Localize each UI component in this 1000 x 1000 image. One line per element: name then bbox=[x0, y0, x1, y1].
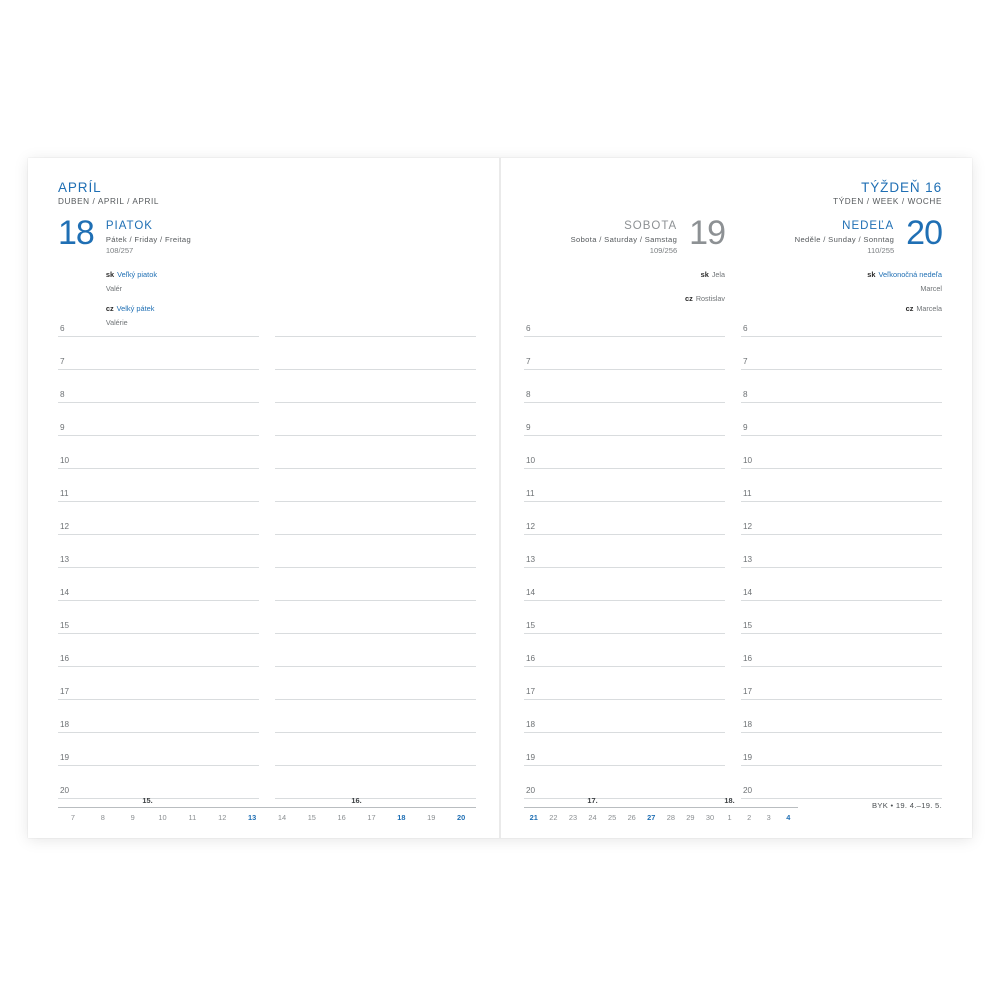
saturday-day-meta bbox=[571, 218, 690, 255]
hour-label: 19 bbox=[60, 753, 70, 762]
hour-label: 8 bbox=[743, 390, 748, 399]
sunday-day-name: NEDEĽA bbox=[842, 220, 895, 232]
hour-row[interactable] bbox=[741, 304, 942, 337]
footer-day[interactable]: 20 bbox=[456, 813, 466, 822]
right-page-header bbox=[524, 180, 942, 206]
hour-row[interactable] bbox=[741, 337, 942, 370]
week-label-17: 17. bbox=[524, 796, 661, 808]
hour-row[interactable] bbox=[58, 502, 259, 535]
saturday-day-name: SOBOTA bbox=[624, 220, 678, 232]
month-name-translations: DUBEN / APRIL / APRIL bbox=[58, 197, 160, 206]
friday-hour-grid bbox=[58, 304, 476, 799]
nameday-name: Jela bbox=[711, 270, 725, 279]
hour-label: 20 bbox=[60, 786, 70, 795]
footer-day[interactable]: 3 bbox=[766, 813, 771, 822]
hour-row[interactable] bbox=[524, 502, 725, 535]
hour-row[interactable] bbox=[741, 766, 942, 799]
hour-row[interactable] bbox=[524, 403, 725, 436]
footer-day[interactable]: 1 bbox=[727, 813, 732, 822]
nameday-name: Valér bbox=[105, 284, 123, 293]
hour-label: 17 bbox=[60, 687, 70, 696]
left-page-header bbox=[58, 180, 476, 206]
hour-row[interactable] bbox=[524, 304, 725, 337]
footer-day[interactable]: 10 bbox=[158, 813, 167, 822]
nameday-holiday: Veľkonočná nedeľa bbox=[878, 270, 942, 279]
hour-row[interactable] bbox=[524, 568, 725, 601]
footer-day[interactable]: 15 bbox=[307, 813, 316, 822]
saturday-day-header bbox=[524, 214, 725, 255]
footer-day[interactable]: 13 bbox=[247, 813, 257, 822]
hour-row[interactable] bbox=[524, 667, 725, 700]
right-footer-top bbox=[524, 796, 942, 810]
hour-row[interactable] bbox=[275, 700, 476, 733]
hour-row[interactable] bbox=[275, 535, 476, 568]
hour-row[interactable] bbox=[58, 634, 259, 667]
hour-label: 13 bbox=[60, 555, 70, 564]
hour-row[interactable] bbox=[741, 436, 942, 469]
week-number-translations: TÝDEN / WEEK / WOCHE bbox=[833, 197, 942, 206]
hour-row[interactable] bbox=[524, 733, 725, 766]
hour-row[interactable] bbox=[741, 568, 942, 601]
hour-row[interactable] bbox=[58, 436, 259, 469]
nameday-holiday: Veľký piatok bbox=[117, 270, 158, 279]
hour-row[interactable] bbox=[524, 436, 725, 469]
hour-label: 12 bbox=[60, 522, 70, 531]
hour-label: 16 bbox=[60, 654, 70, 663]
hour-label: 8 bbox=[60, 390, 65, 399]
sunday-day-of-year: 110/255 bbox=[867, 246, 895, 255]
left-footer-calendar bbox=[58, 796, 476, 822]
sunday-hour-column[interactable] bbox=[741, 304, 942, 799]
footer-day[interactable]: 28 bbox=[666, 813, 675, 822]
hour-row[interactable] bbox=[741, 469, 942, 502]
hour-row[interactable] bbox=[275, 502, 476, 535]
hour-row[interactable] bbox=[58, 535, 259, 568]
hour-label: 17 bbox=[743, 687, 753, 696]
hour-row[interactable] bbox=[275, 601, 476, 634]
footer-day[interactable]: 2 bbox=[747, 813, 752, 822]
hour-label: 11 bbox=[60, 489, 69, 498]
hour-row[interactable] bbox=[58, 304, 259, 337]
saturday-day-number: 19 bbox=[689, 214, 725, 252]
hour-label: 6 bbox=[60, 324, 65, 333]
nameday-entry bbox=[524, 263, 725, 283]
hour-label: 15 bbox=[526, 621, 536, 630]
hour-row[interactable] bbox=[524, 535, 725, 568]
hour-label: 20 bbox=[526, 786, 536, 795]
hour-row[interactable] bbox=[275, 667, 476, 700]
hour-label: 17 bbox=[526, 687, 536, 696]
footer-day[interactable]: 21 bbox=[529, 813, 538, 822]
footer-day[interactable]: 27 bbox=[647, 813, 656, 822]
hour-label: 9 bbox=[743, 423, 748, 432]
sunday-day-name-translations: Neděle / Sunday / Sonntag bbox=[794, 235, 895, 244]
friday-day-number: 18 bbox=[58, 214, 94, 252]
hour-row[interactable] bbox=[741, 700, 942, 733]
hour-row[interactable] bbox=[741, 667, 942, 700]
nameday-name: Marcela bbox=[916, 304, 942, 313]
hour-row[interactable] bbox=[58, 667, 259, 700]
right-footer-week-labels bbox=[524, 796, 798, 808]
hour-row[interactable] bbox=[58, 370, 259, 403]
hour-row[interactable] bbox=[741, 733, 942, 766]
hour-row[interactable] bbox=[58, 733, 259, 766]
nameday-lang-code: sk bbox=[700, 270, 709, 279]
footer-day[interactable]: 24 bbox=[588, 813, 597, 822]
hour-row[interactable] bbox=[275, 733, 476, 766]
hour-row[interactable] bbox=[58, 700, 259, 733]
hour-row[interactable] bbox=[58, 766, 259, 799]
hour-label: 20 bbox=[743, 786, 753, 795]
saturday-hour-column[interactable] bbox=[524, 304, 725, 799]
hour-row[interactable] bbox=[275, 370, 476, 403]
hour-label: 7 bbox=[60, 357, 65, 366]
week-number: TÝŽDEŇ 16 bbox=[861, 180, 942, 195]
hour-label: 18 bbox=[743, 720, 753, 729]
hour-label: 16 bbox=[526, 654, 536, 663]
footer-day[interactable]: 4 bbox=[786, 813, 791, 822]
nameday-name: Valérie bbox=[105, 318, 128, 327]
hour-label: 8 bbox=[526, 390, 531, 399]
book-spine bbox=[499, 158, 501, 838]
hour-row[interactable] bbox=[741, 634, 942, 667]
sunday-day-header bbox=[741, 214, 942, 255]
friday-hour-column-left[interactable] bbox=[58, 304, 259, 799]
nameday-entry bbox=[741, 263, 942, 293]
hour-row[interactable] bbox=[275, 337, 476, 370]
nameday-lang-code: cz bbox=[685, 294, 693, 303]
nameday-lang-code: cz bbox=[905, 304, 914, 313]
hour-row[interactable] bbox=[275, 634, 476, 667]
hour-row[interactable] bbox=[741, 502, 942, 535]
sunday-day-meta bbox=[795, 218, 907, 255]
hour-label: 6 bbox=[526, 324, 531, 333]
nameday-name: Rostislav bbox=[695, 294, 725, 303]
hour-label: 6 bbox=[743, 324, 748, 333]
left-footer-week-labels bbox=[58, 796, 476, 808]
hour-label: 19 bbox=[526, 753, 536, 762]
footer-day[interactable]: 18 bbox=[397, 813, 406, 822]
hour-label: 18 bbox=[526, 720, 536, 729]
footer-day[interactable]: 19 bbox=[427, 813, 436, 822]
friday-day-of-year: 108/257 bbox=[105, 246, 134, 255]
hour-row[interactable] bbox=[524, 766, 725, 799]
nameday-lang-code: sk bbox=[105, 270, 115, 279]
hour-row[interactable] bbox=[741, 535, 942, 568]
hour-label: 10 bbox=[60, 456, 70, 465]
hour-row[interactable] bbox=[741, 403, 942, 436]
footer-day[interactable]: 30 bbox=[705, 813, 715, 822]
hour-label: 13 bbox=[743, 555, 753, 564]
week-label-15: 15. bbox=[58, 796, 237, 808]
hour-row[interactable] bbox=[524, 634, 725, 667]
friday-notes-column-right[interactable] bbox=[275, 304, 476, 799]
hour-label: 15 bbox=[60, 621, 70, 630]
hour-row[interactable] bbox=[741, 601, 942, 634]
footer-day[interactable]: 8 bbox=[100, 813, 105, 822]
footer-day[interactable]: 25 bbox=[607, 813, 617, 822]
footer-day[interactable]: 12 bbox=[218, 813, 227, 822]
weekend-hour-grid bbox=[524, 304, 942, 799]
week-label-16: 16. bbox=[237, 796, 476, 808]
footer-day[interactable]: 22 bbox=[549, 813, 558, 822]
sunday-day-number: 20 bbox=[906, 214, 942, 252]
hour-label: 11 bbox=[526, 489, 535, 498]
saturday-day-of-year: 109/256 bbox=[649, 246, 678, 255]
hour-label: 10 bbox=[526, 456, 536, 465]
hour-row[interactable] bbox=[275, 304, 476, 337]
saturday-nameday-list bbox=[524, 263, 725, 307]
right-footer-day-numbers[interactable] bbox=[524, 810, 798, 822]
hour-row[interactable] bbox=[524, 337, 725, 370]
hour-label: 7 bbox=[743, 357, 748, 366]
friday-day-name-translations: Pátek / Friday / Freitag bbox=[105, 235, 192, 244]
hour-label: 12 bbox=[743, 522, 753, 531]
hour-row[interactable] bbox=[524, 700, 725, 733]
hour-label: 11 bbox=[743, 489, 752, 498]
hour-label: 7 bbox=[526, 357, 531, 366]
nameday-lang-code: cz bbox=[105, 304, 114, 313]
hour-label: 10 bbox=[743, 456, 753, 465]
hour-row[interactable] bbox=[275, 403, 476, 436]
hour-row[interactable] bbox=[275, 436, 476, 469]
saturday-day-name-translations: Sobota / Saturday / Samstag bbox=[570, 235, 678, 244]
hour-row[interactable] bbox=[524, 370, 725, 403]
footer-day[interactable]: 17 bbox=[367, 813, 376, 822]
hour-label: 15 bbox=[743, 621, 753, 630]
diary-spread bbox=[28, 158, 972, 838]
nameday-name: Marcel bbox=[920, 284, 942, 293]
footer-day[interactable]: 26 bbox=[627, 813, 636, 822]
hour-label: 19 bbox=[743, 753, 753, 762]
hour-label: 14 bbox=[60, 588, 70, 597]
hour-label: 13 bbox=[526, 555, 536, 564]
footer-day[interactable]: 16 bbox=[337, 813, 346, 822]
nameday-entry bbox=[106, 263, 191, 293]
zodiac-note: BYK • 19. 4.–19. 5. bbox=[872, 801, 942, 810]
footer-day[interactable]: 7 bbox=[70, 813, 75, 822]
hour-row[interactable] bbox=[58, 337, 259, 370]
month-name: APRÍL bbox=[58, 180, 102, 195]
week-label-18: 18. bbox=[661, 796, 798, 808]
hour-row[interactable] bbox=[275, 766, 476, 799]
friday-day-name: PIATOK bbox=[105, 220, 153, 232]
nameday-holiday: Velký pátek bbox=[116, 304, 155, 313]
hour-row[interactable] bbox=[58, 403, 259, 436]
hour-label: 14 bbox=[526, 588, 536, 597]
footer-day[interactable]: 23 bbox=[568, 813, 578, 822]
hour-label: 14 bbox=[743, 588, 753, 597]
hour-row[interactable] bbox=[58, 469, 259, 502]
hour-label: 9 bbox=[526, 423, 531, 432]
hour-row[interactable] bbox=[275, 469, 476, 502]
hour-label: 9 bbox=[60, 423, 65, 432]
hour-label: 18 bbox=[60, 720, 70, 729]
hour-label: 16 bbox=[743, 654, 753, 663]
diary-right-page bbox=[500, 158, 972, 838]
footer-day[interactable]: 9 bbox=[130, 813, 135, 822]
diary-left-page bbox=[28, 158, 500, 838]
hour-label: 12 bbox=[526, 522, 536, 531]
hour-row[interactable] bbox=[741, 370, 942, 403]
hour-row[interactable] bbox=[524, 469, 725, 502]
hour-row[interactable] bbox=[275, 568, 476, 601]
footer-day[interactable]: 29 bbox=[686, 813, 695, 822]
hour-row[interactable] bbox=[58, 601, 259, 634]
right-footer-calendar bbox=[524, 796, 942, 822]
nameday-lang-code: sk bbox=[867, 270, 876, 279]
footer-day[interactable]: 11 bbox=[188, 813, 197, 822]
left-footer-day-numbers[interactable] bbox=[58, 810, 476, 822]
hour-row[interactable] bbox=[58, 568, 259, 601]
hour-row[interactable] bbox=[524, 601, 725, 634]
footer-day[interactable]: 14 bbox=[277, 813, 287, 822]
